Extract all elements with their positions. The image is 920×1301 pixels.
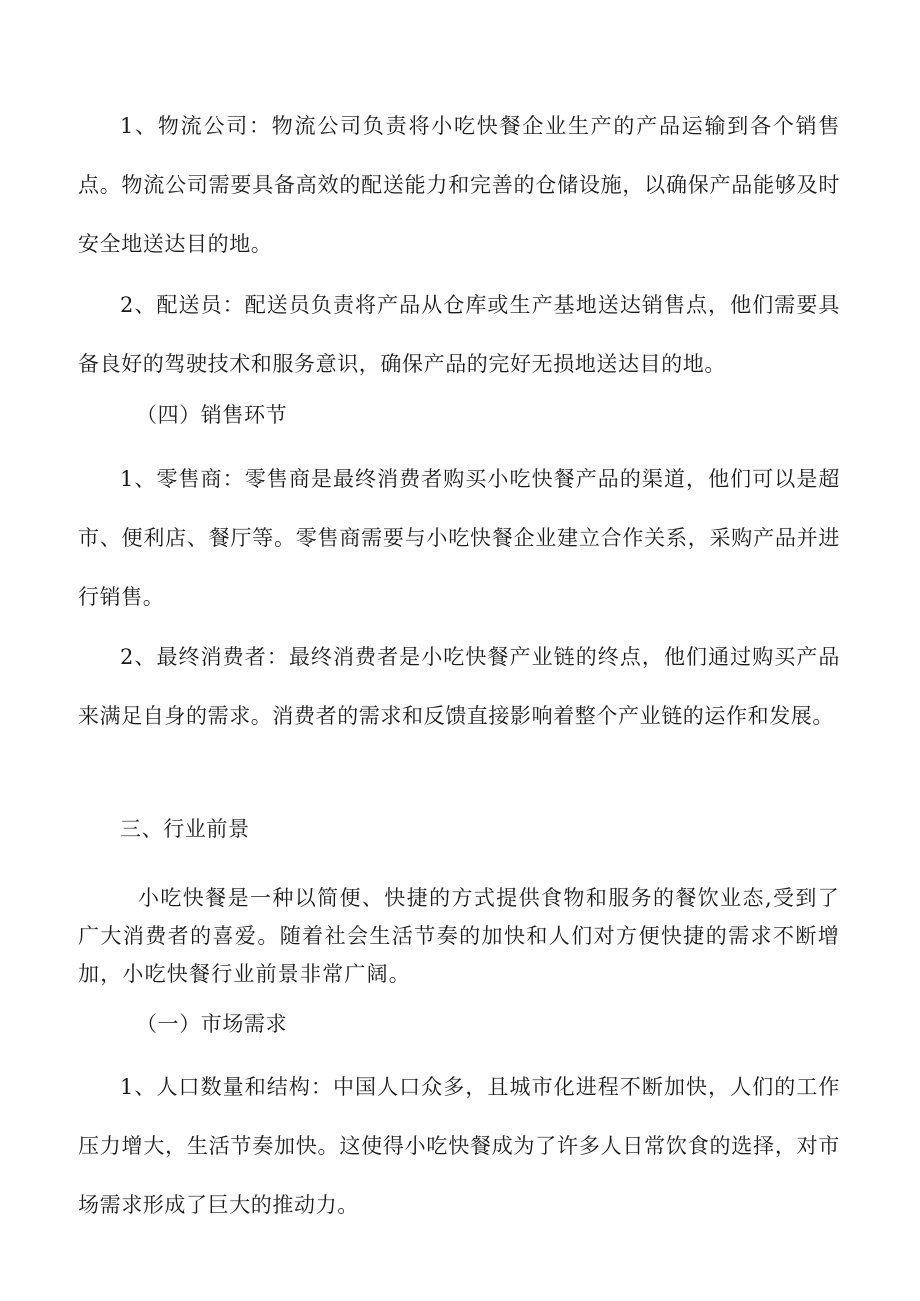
paragraph-industry-intro: 小吃快餐是一种以简便、快捷的方式提供食物和服务的餐饮业态,受到了广大消费者的喜爱。随着社会生活节奏的加快和人们对方便快捷的需求不断增加，小吃快餐行业前景非常广阔。 <box>78 886 840 986</box>
paragraph-delivery-staff: 2、配送员：配送员负责将产品从仓库或生产基地送达销售点，他们需要具备良好的驾驶技术和服务意识，确保产品的完好无损地送达目的地。 <box>78 293 840 376</box>
paragraph-population: 1、人口数量和结构：中国人口众多，且城市化进程不断加快，人们的工作压力增大，生活节奏加快。这使得小吃快餐成为了许多人日常饮食的选择，对市场需求形成了巨大的推动力。 <box>78 1075 840 1217</box>
paragraph-retailers: 1、零售商：零售商是最终消费者购买小吃快餐产品的渠道，他们可以是超市、便利店、餐厅等。零售商需要与小吃快餐企业建立合作关系，采购产品并进行销售。 <box>78 467 840 609</box>
section-heading-industry-outlook: 三、行业前景 <box>120 817 250 841</box>
paragraph-end-consumers: 2、最终消费者：最终消费者是小吃快餐产业链的终点，他们通过购买产品来满足自身的需求。消费者的需求和反馈直接影响着整个产业链的运作和发展。 <box>78 645 840 728</box>
section-heading-market-demand: （一）市场需求 <box>136 1012 288 1036</box>
section-heading-sales: （四）销售环节 <box>136 403 288 427</box>
paragraph-logistics-company: 1、物流公司：物流公司负责将小吃快餐企业生产的产品运输到各个销售点。物流公司需要具备高效的配送能力和完善的仓储设施，以确保产品能够及时安全地送达目的地。 <box>78 114 840 256</box>
